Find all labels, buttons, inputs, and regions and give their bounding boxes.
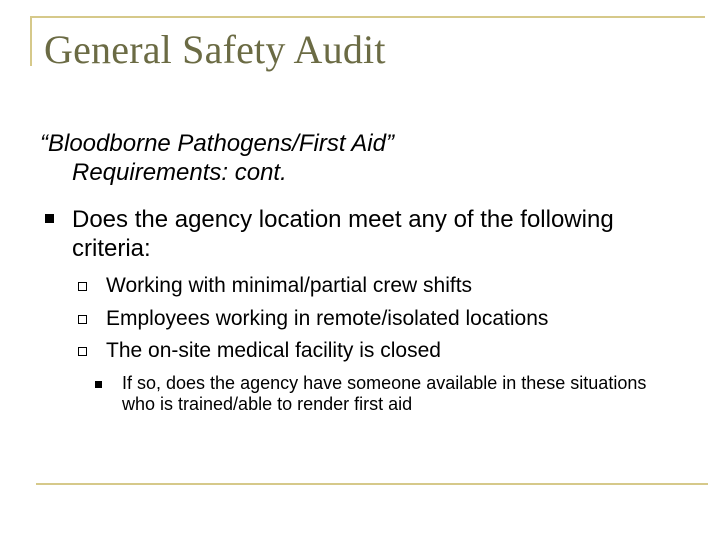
subbullet-remote-locations: Employees working in remote/isolated locations bbox=[106, 307, 549, 330]
left-rule bbox=[30, 16, 32, 66]
checkbox-bullet-icon bbox=[78, 282, 87, 291]
section-heading bbox=[40, 129, 394, 187]
top-rule bbox=[30, 16, 705, 18]
slide-title: General Safety Audit bbox=[44, 27, 386, 72]
bullet-criteria: Does the agency location meet any of the following criteria: bbox=[72, 206, 614, 262]
subsub-bullet-first-aid: If so, does the agency have someone available in these situations who is trained/able to render first aid bbox=[122, 373, 647, 414]
square-bullet-icon bbox=[95, 381, 102, 388]
square-bullet-icon bbox=[45, 214, 54, 223]
heading-line-1: “Bloodborne Pathogens/First Aid” bbox=[40, 130, 394, 157]
checkbox-bullet-icon bbox=[78, 315, 87, 324]
heading-line-2: Requirements: cont. bbox=[72, 159, 287, 186]
subbullet-crew-shifts: Working with minimal/partial crew shifts bbox=[106, 274, 473, 297]
subbullet-facility-closed: The on-site medical facility is closed bbox=[106, 339, 441, 362]
checkbox-bullet-icon bbox=[78, 347, 87, 356]
bottom-rule bbox=[36, 483, 708, 485]
